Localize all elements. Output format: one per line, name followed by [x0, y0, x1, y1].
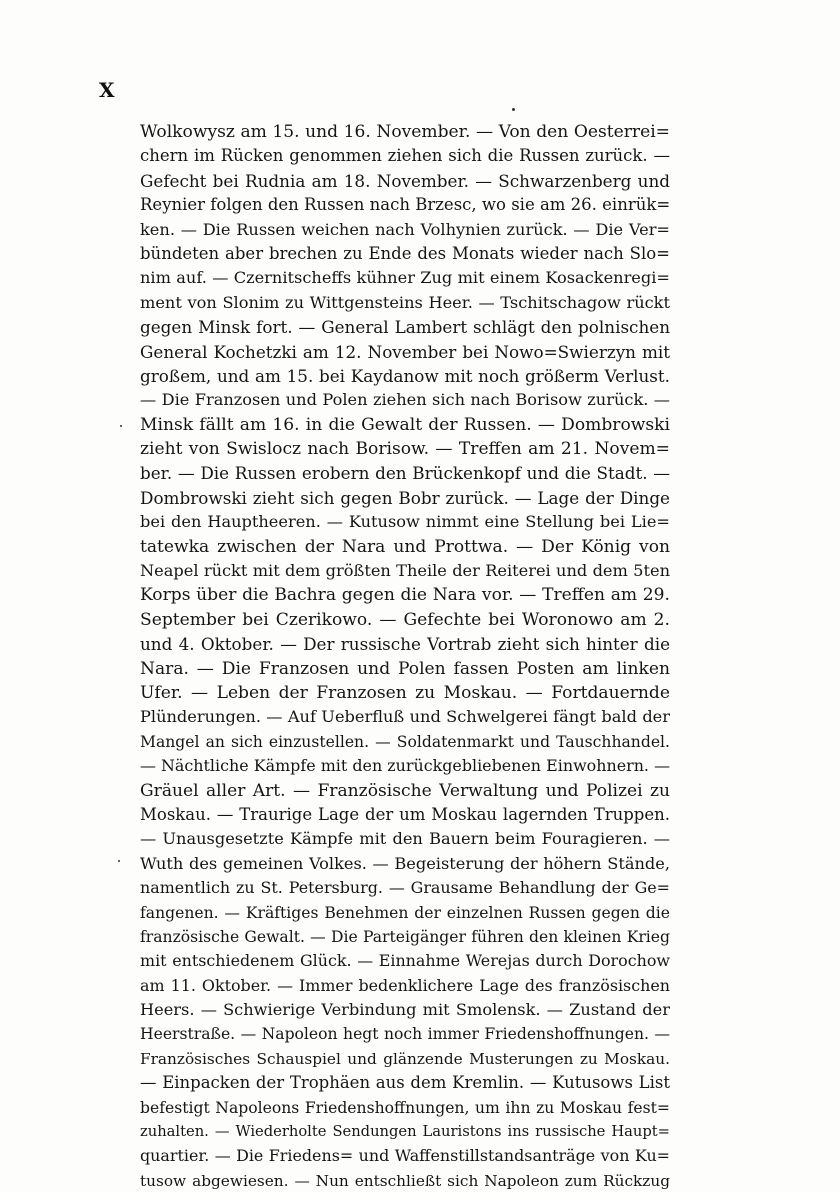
- text-line: nim auf. — Czernitscheffs kühner Zug mit einem Kosackenregi=: [140, 268, 670, 288]
- text-line: Nara. — Die Franzosen und Polen fassen Posten am linken: [140, 658, 670, 679]
- text-line: Korps über die Bachra gegen die Nara vor. — Treffen am 29.: [140, 585, 670, 606]
- text-line: Französisches Schauspiel und glänzende Musterungen zu Moskau.: [140, 1049, 670, 1068]
- text-line: — Nächtliche Kämpfe mit den zurückgebliebenen Einwohnern. —: [140, 756, 670, 776]
- body-text: [140, 120, 670, 1193]
- text-line: quartier. — Die Friedens= und Waffenstillstandsanträge von Ku=: [140, 1146, 670, 1166]
- text-line: Neapel rückt mit dem größten Theile der Reiterei und dem 5ten: [140, 561, 670, 581]
- text-line: bei den Hauptheeren. — Kutusow nimmt eine Stellung bei Lie=: [140, 512, 670, 532]
- text-line: ken. — Die Russen weichen nach Volhynien zurück. — Die Ver=: [140, 219, 670, 239]
- text-line: chern im Rücken genommen ziehen sich die Russen zurück. —: [140, 146, 670, 166]
- text-line: gegen Minsk fort. — General Lambert schlägt den polnischen: [140, 317, 670, 338]
- text-line: Wuth des gemeinen Volkes. — Begeisterung der höhern Stände,: [140, 853, 670, 873]
- text-line: ber. — Die Russen erobern den Brückenkopf und die Stadt. —: [140, 463, 670, 484]
- text-line: zieht von Swislocz nach Borisow. — Treffen am 21. Novem=: [140, 439, 670, 460]
- text-line: Wolkowysz am 15. und 16. November. — Von den Oesterrei=: [140, 122, 670, 142]
- text-line: ment von Slonim zu Wittgensteins Heer. — Tschitschagow rückt: [140, 292, 670, 312]
- text-line: tusow abgewiesen. — Nun entschließt sich Napoleon zum Rückzug: [140, 1171, 670, 1190]
- text-line: — Einpacken der Trophäen aus dem Kremlin. — Kutusows List: [140, 1073, 670, 1093]
- print-speck: [120, 425, 122, 427]
- text-line: Heerstraße. — Napoleon hegt noch immer Friedenshoffnungen. —: [140, 1025, 670, 1044]
- text-line: fangenen. — Kräftiges Benehmen der einzelnen Russen gegen die: [140, 903, 670, 922]
- text-line: namentlich zu St. Petersburg. — Grausame Behandlung der Ge=: [140, 878, 670, 898]
- text-line: Gefecht bei Rudnia am 18. November. — Schwarzenberg und: [140, 170, 670, 191]
- text-line: zuhalten. — Wiederholte Sendungen Lauristons ins russische Haupt=: [140, 1123, 670, 1141]
- page-number: X: [99, 78, 116, 102]
- text-line: Ufer. — Leben der Franzosen zu Moskau. — Fortdauernde: [140, 682, 670, 703]
- text-line: Gräuel aller Art. — Französische Verwaltung und Polizei zu: [140, 780, 670, 801]
- text-line: Mangel an sich einzustellen. — Soldatenmarkt und Tauschhandel.: [140, 732, 670, 751]
- text-line: am 11. Oktober. — Immer bedenklichere Lage des französischen: [140, 975, 670, 995]
- text-line: und 4. Oktober. — Der russische Vortrab zieht sich hinter die: [140, 634, 670, 655]
- text-line: September bei Czerikowo. — Gefechte bei Woronowo am 2.: [140, 609, 670, 630]
- text-line: Reynier folgen den Russen nach Brzesc, wo sie am 26. einrük=: [140, 195, 670, 215]
- text-line: französische Gewalt. — Die Parteigänger führen den kleinen Krieg: [140, 927, 670, 946]
- print-speck: [118, 860, 120, 862]
- text-line: mit entschiedenem Glück. — Einnahme Werejas durch Dorochow: [140, 951, 670, 971]
- text-line: Heers. — Schwierige Verbindung mit Smolensk. — Zustand der: [140, 1000, 670, 1020]
- text-line: Dombrowski zieht sich gegen Bobr zurück. — Lage der Dinge: [140, 487, 670, 508]
- text-line: tatewka zwischen der Nara und Prottwa. — Der König von: [140, 536, 670, 557]
- text-line: befestigt Napoleons Friedenshoffnungen, um ihn zu Moskau fest=: [140, 1098, 670, 1117]
- text-line: großem, und am 15. bei Kaydanow mit noch größerm Verlust.: [140, 365, 670, 386]
- text-line: General Kochetzki am 12. November bei Nowo=Swierzyn mit: [140, 341, 670, 362]
- text-line: — Unausgesetzte Kämpfe mit den Bauern beim Fouragieren. —: [140, 829, 670, 849]
- text-line: Moskau. — Traurige Lage der um Moskau lagernden Truppen.: [140, 804, 670, 824]
- text-line: Plünderungen. — Auf Ueberfluß und Schwelgerei fängt bald der: [140, 707, 670, 727]
- print-speck: [512, 108, 515, 111]
- text-line: bündeten aber brechen zu Ende des Monats wieder nach Slo=: [140, 243, 670, 263]
- text-line: Minsk fällt am 16. in die Gewalt der Russen. — Dombrowski: [140, 414, 670, 435]
- text-line: — Die Franzosen und Polen ziehen sich nach Borisow zurück. —: [140, 390, 670, 410]
